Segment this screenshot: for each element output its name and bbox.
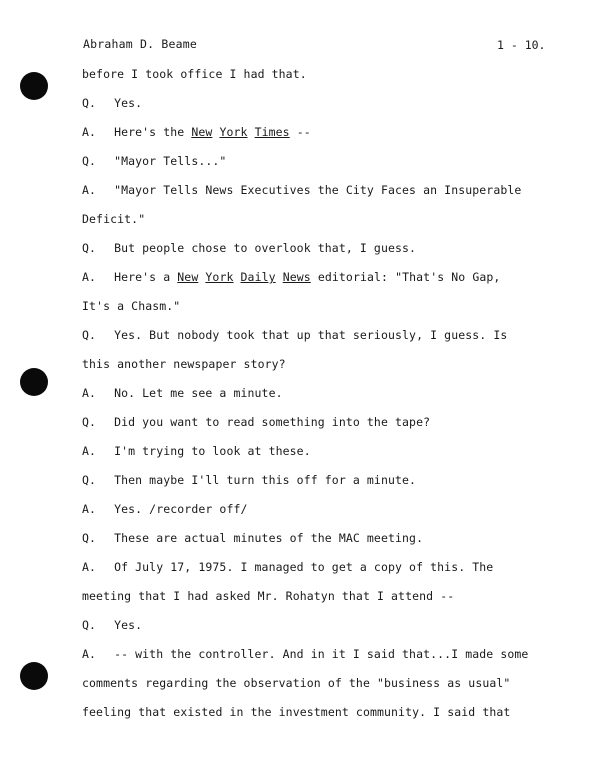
transcript-line bbox=[82, 705, 510, 719]
line-text: Yes. But nobody took that up that seriously, I guess. Is bbox=[114, 328, 508, 342]
transcript-line bbox=[82, 270, 500, 284]
transcript-line bbox=[82, 618, 142, 632]
transcript-line bbox=[82, 473, 416, 487]
line-text: Did you want to read something into the tape? bbox=[114, 415, 431, 429]
line-text: Here's the bbox=[114, 125, 192, 139]
header-interviewee-name: Abraham D. Beame bbox=[83, 37, 197, 51]
transcript-line bbox=[82, 531, 423, 545]
line-text: Then maybe I'll turn this off for a minute. bbox=[114, 473, 417, 487]
line-text: this another newspaper story? bbox=[82, 357, 286, 371]
line-text: comments regarding the observation of the "business as usual" bbox=[82, 676, 511, 690]
line-text: Q. bbox=[82, 328, 97, 342]
line-text: No. Let me see a minute. bbox=[114, 386, 283, 400]
binder-hole bbox=[20, 368, 48, 396]
underlined-title-word: News bbox=[282, 270, 311, 284]
transcript-line bbox=[82, 241, 416, 255]
line-text: A. bbox=[82, 386, 97, 400]
line-text: Q. bbox=[82, 154, 97, 168]
transcript-line bbox=[82, 386, 283, 400]
line-text: Q. bbox=[82, 473, 97, 487]
line-text: Of July 17, 1975. I managed to get a copy of this. The bbox=[114, 560, 494, 574]
underlined-title-word: York bbox=[205, 270, 234, 284]
line-text: Here's a bbox=[114, 270, 178, 284]
line-text: Q. bbox=[82, 96, 97, 110]
line-text: -- bbox=[289, 125, 311, 139]
transcript-line bbox=[82, 125, 311, 139]
line-text: A. bbox=[82, 647, 97, 661]
line-text: feeling that existed in the investment community. I said that bbox=[82, 705, 511, 719]
transcript-line bbox=[82, 299, 180, 313]
line-text: A. bbox=[82, 183, 97, 197]
line-text: Q. bbox=[82, 531, 97, 545]
line-text: But people chose to overlook that, I guess. bbox=[114, 241, 417, 255]
transcript-line bbox=[82, 357, 286, 371]
line-text: "Mayor Tells..." bbox=[114, 154, 227, 168]
line-text: Q. bbox=[82, 618, 97, 632]
transcript-line bbox=[82, 67, 307, 81]
line-text: It's a Chasm." bbox=[82, 299, 181, 313]
line-text: Q. bbox=[82, 241, 97, 255]
line-text bbox=[248, 125, 255, 139]
underlined-title-word: York bbox=[219, 125, 248, 139]
transcript-line bbox=[82, 589, 454, 603]
transcript-line bbox=[82, 183, 521, 197]
underlined-title-word: New bbox=[177, 270, 199, 284]
line-text: "Mayor Tells News Executives the City Faces an Insuperable bbox=[114, 183, 522, 197]
transcript-line bbox=[82, 212, 145, 226]
transcript-line bbox=[82, 647, 528, 661]
line-text: These are actual minutes of the MAC meeting. bbox=[114, 531, 424, 545]
transcript-line bbox=[82, 96, 142, 110]
line-text: I'm trying to look at these. bbox=[114, 444, 311, 458]
transcript-line bbox=[82, 154, 226, 168]
transcript-line bbox=[82, 328, 507, 342]
line-text: before I took office I had that. bbox=[82, 67, 307, 81]
line-text: meeting that I had asked Mr. Rohatyn that I attend -- bbox=[82, 589, 455, 603]
transcript-line bbox=[82, 415, 430, 429]
line-text bbox=[234, 270, 241, 284]
line-text: Q. bbox=[82, 415, 97, 429]
line-text: A. bbox=[82, 270, 97, 284]
line-text bbox=[276, 270, 283, 284]
line-text: Yes. bbox=[114, 618, 143, 632]
underlined-title-word: New bbox=[191, 125, 213, 139]
binder-hole bbox=[20, 72, 48, 100]
line-text: Deficit." bbox=[82, 212, 146, 226]
underlined-title-word: Daily bbox=[240, 270, 276, 284]
line-text: A. bbox=[82, 560, 97, 574]
transcript-line bbox=[82, 444, 311, 458]
line-text: A. bbox=[82, 444, 97, 458]
transcript-line bbox=[82, 560, 493, 574]
line-text: A. bbox=[82, 125, 97, 139]
line-text: Yes. bbox=[114, 96, 143, 110]
transcript-line bbox=[82, 502, 248, 516]
line-text: Yes. /recorder off/ bbox=[114, 502, 248, 516]
line-text: A. bbox=[82, 502, 97, 516]
binder-hole bbox=[20, 662, 48, 690]
line-text: -- with the controller. And in it I said that...I made some bbox=[114, 647, 529, 661]
underlined-title-word: Times bbox=[254, 125, 290, 139]
page-number: 1 - 10. bbox=[497, 38, 546, 52]
line-text: editorial: "That's No Gap, bbox=[310, 270, 501, 284]
transcript-line bbox=[82, 676, 510, 690]
